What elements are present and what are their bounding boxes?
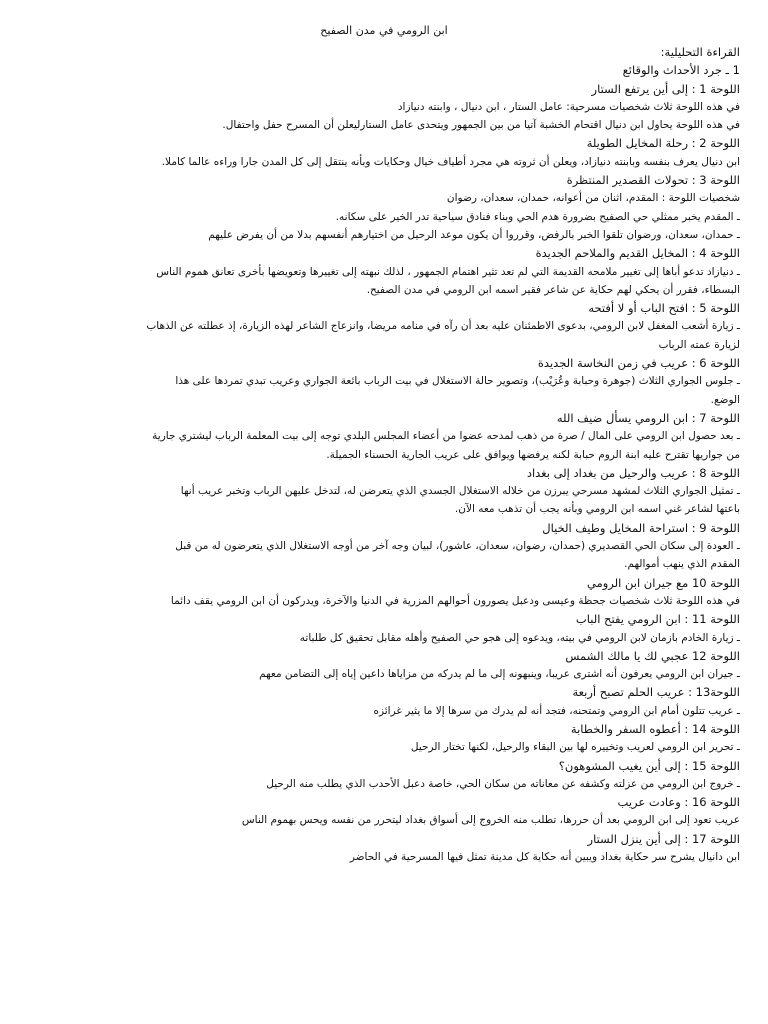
section-heading: اللوحة 5 : افتح الباب أو لا أفتحه xyxy=(588,301,740,316)
section-heading: اللوحة 10 مع جيران ابن الرومي xyxy=(587,575,740,590)
body-line: في هذه اللوحة ثلاث شخصيات جحظة وعيسى ودعبل يصورون أحوالهم المزرية في الدنيا والآخرة، ويدركون أن ابن الرومي يقف دائما xyxy=(170,594,740,607)
section-heading: اللوحة 3 : تحولات القصدير المنتظرة xyxy=(566,173,740,188)
section-heading: اللوحة 2 : رحلة المخايل الطويلة xyxy=(586,136,740,151)
body-line: عريب تعود إلى ابن الرومي بعد أن حررها، تطلب منه الخروج إلى أسواق بغداد ليتحرر من نفسه ويحس بهموم الناس xyxy=(241,814,740,827)
section-heading: اللوحة 1 : إلى أين يرتفع الستار xyxy=(591,81,740,96)
body-line: ابن دنيال يعرف بنفسه وبابنته دنيازاد، ويعلن أن ثروته هي مجرد أطياف خيال وحكايات وبأنه ينتقل إلى كل المدن جارا وراءه عالما كاملا. xyxy=(161,155,740,168)
section-heading: اللوحة 4 : المخايل القديم والملاحم الجديدة xyxy=(535,246,740,261)
section-heading: اللوحة 12 عجبي لك يا مالك الشمس xyxy=(565,648,740,663)
section-heading: اللوحة 15 : إلى أين يغيب المشوهون؟ xyxy=(558,758,740,773)
body-line: ابن دانيال يشرح سر حكاية بغداد ويبين أنه حكاية كل مدينة تمثل فيها المسرحية في الحاضر xyxy=(349,851,740,864)
section-heading: اللوحة 6 : عريب في زمن النخاسة الجديدة xyxy=(537,356,740,371)
section-heading: اللوحة 9 : استراحة المخايل وطيف الخيال xyxy=(542,520,740,535)
body-line: في هذه اللوحة ثلاث شخصيات مسرحية: عامل الستار ، ابن دنيال ، وابنته دنيازاد xyxy=(397,100,740,113)
body-line: البسطاء، فقرر أن يحكي لهم حكاية عن شاعر فقير اسمه ابن الرومي في مدن الصفيح. xyxy=(366,283,740,296)
body-line: المقدم الذي ينهب أموالهم. xyxy=(624,558,740,571)
document-body xyxy=(28,43,740,866)
section-heading: القراءة التحليلية: xyxy=(660,45,740,59)
body-line: ـ جلوس الجواري الثلاث (جوهرة وحبابة وعُرَيْب)، وتصوير حالة الاستغلال في بيت الرباب بائعة الجواري وعريب تبدي تمردها على هذا xyxy=(175,375,740,388)
body-line: باعتها لشاعر غني اسمه ابن الرومي وبأنه يجب أن تذهب معه الآن. xyxy=(454,503,740,516)
section-heading: اللوحة 17 : إلى أين ينزل الستار xyxy=(587,831,740,846)
body-line: الوضع. xyxy=(710,393,740,406)
document-page xyxy=(28,22,740,866)
section-heading: اللوحة 16 : وعادت عريب xyxy=(617,795,740,810)
body-line: ـ حمدان، سعدان، ورضوان تلقوا الخبر بالرفض، وقرروا أن يكون موعد الرحيل من اختيارهم أنفسهم بدلا من أن يفرض عليهم xyxy=(208,228,740,241)
body-line: من جواريها تقترح عليه ابنة الروم حبابة لكنه يرفضها ويوافق على عريب الجارية الحسناء الجميلة. xyxy=(326,448,740,461)
document-title: ابن الرومي في مدن الصفيح xyxy=(320,24,448,37)
body-line: ـ العودة إلى سكان الحي القصديري (حمدان، رضوان، سعدان، عاشور)، لبيان وجه آخر من أوجه الاستغلال الذي يتعرضون له من قبل xyxy=(175,540,740,553)
section-heading: 1 ـ جرد الأحداث والوقائع xyxy=(622,63,740,78)
body-line: ـ المقدم يخبر ممثلي حي الصفيح بضرورة هدم الحي وبناء فنادق سياحية تدر الخير على سكانه. xyxy=(335,210,740,223)
body-line: ـ عريب تتلون أمام ابن الرومي وتمتحنه، فتجد أنه لم يدرك من سرها إلا ما يثير غرائزه xyxy=(373,704,740,717)
section-heading: اللوحة 8 : عريب والرحيل من بغداد إلى بغداد xyxy=(526,465,740,480)
body-line: ـ بعد حصول ابن الرومي على المال / صرة من ذهب لمدحه عضوا من أعضاء المجلس البلدي توجه إلى بيت المعلمة الرباب ليشتري جارية xyxy=(152,430,740,443)
section-heading: اللوحة 7 : ابن الرومي يسأل ضيف الله xyxy=(556,410,740,425)
body-line: ـ زيارة الخادم بازمان لابن الرومي في بيته، ويدعوه إلى هجو حي الصفيح وأهله مقابل تحقيق كل طلباته xyxy=(299,631,740,644)
body-line: ـ تمثيل الجواري الثلاث لمشهد مسرحي يبرزن من خلاله الاستغلال الجسدي الذي يتعرضن له، لتدخل عليهن الرباب وتخبر عريب أنها xyxy=(180,485,740,498)
body-line: شخصيات اللوحة : المقدم، اثنان من أعوانه، حمدان، سعدان، رضوان xyxy=(446,192,740,205)
body-line: ـ جيران ابن الرومي يعرفون أنه اشترى عريبا، وينبهونه إلى ما لم يدركه من مزاياها داعين إياه إلى التضامن معهم xyxy=(259,668,740,681)
body-line: لزيارة عمته الرباب xyxy=(658,338,740,351)
body-line: ـ زيارة أشعب المغفل لابن الرومي، بدعوى الاطمئنان عليه بعد أن رآه في منامه مريضا، وانزعاج الشاعر لهذه الزيارة، إذ عطلته عن الذهاب xyxy=(146,320,740,333)
body-line: في هذه اللوحة يحاول ابن دنيال اقتحام الخشبة آتيا من بين الجمهور ويتحدى عامل الستارليعلن أن المسرح حفل واحتفال. xyxy=(222,119,740,132)
body-line: ـ خروج ابن الرومي من عزلته وكشفه عن معاناته من سكان الحي، خاصة دعبل الأحدب الذي يطلب منه الرحيل xyxy=(266,777,740,790)
section-heading: اللوحة13 : عريب الحلم تصبح أربعة xyxy=(572,685,740,700)
body-line: ـ تحرير ابن الرومي لعريب وتخييره لها بين البقاء والرحيل، لكنها تختار الرحيل xyxy=(410,741,740,754)
section-heading: اللوحة 14 : أعطوه السفر والخطابة xyxy=(570,721,740,736)
body-line: ـ دنيازاد تدعو أباها إلى تغيير ملامحه القديمة التي لم تعد تثير اهتمام الجمهور ، لذلك نبهته إلى تغييرها وتعويضها بأخرى تعانق هموم الناس xyxy=(156,265,740,278)
section-heading: اللوحة 11 : ابن الرومي يفتح الباب xyxy=(575,612,740,627)
